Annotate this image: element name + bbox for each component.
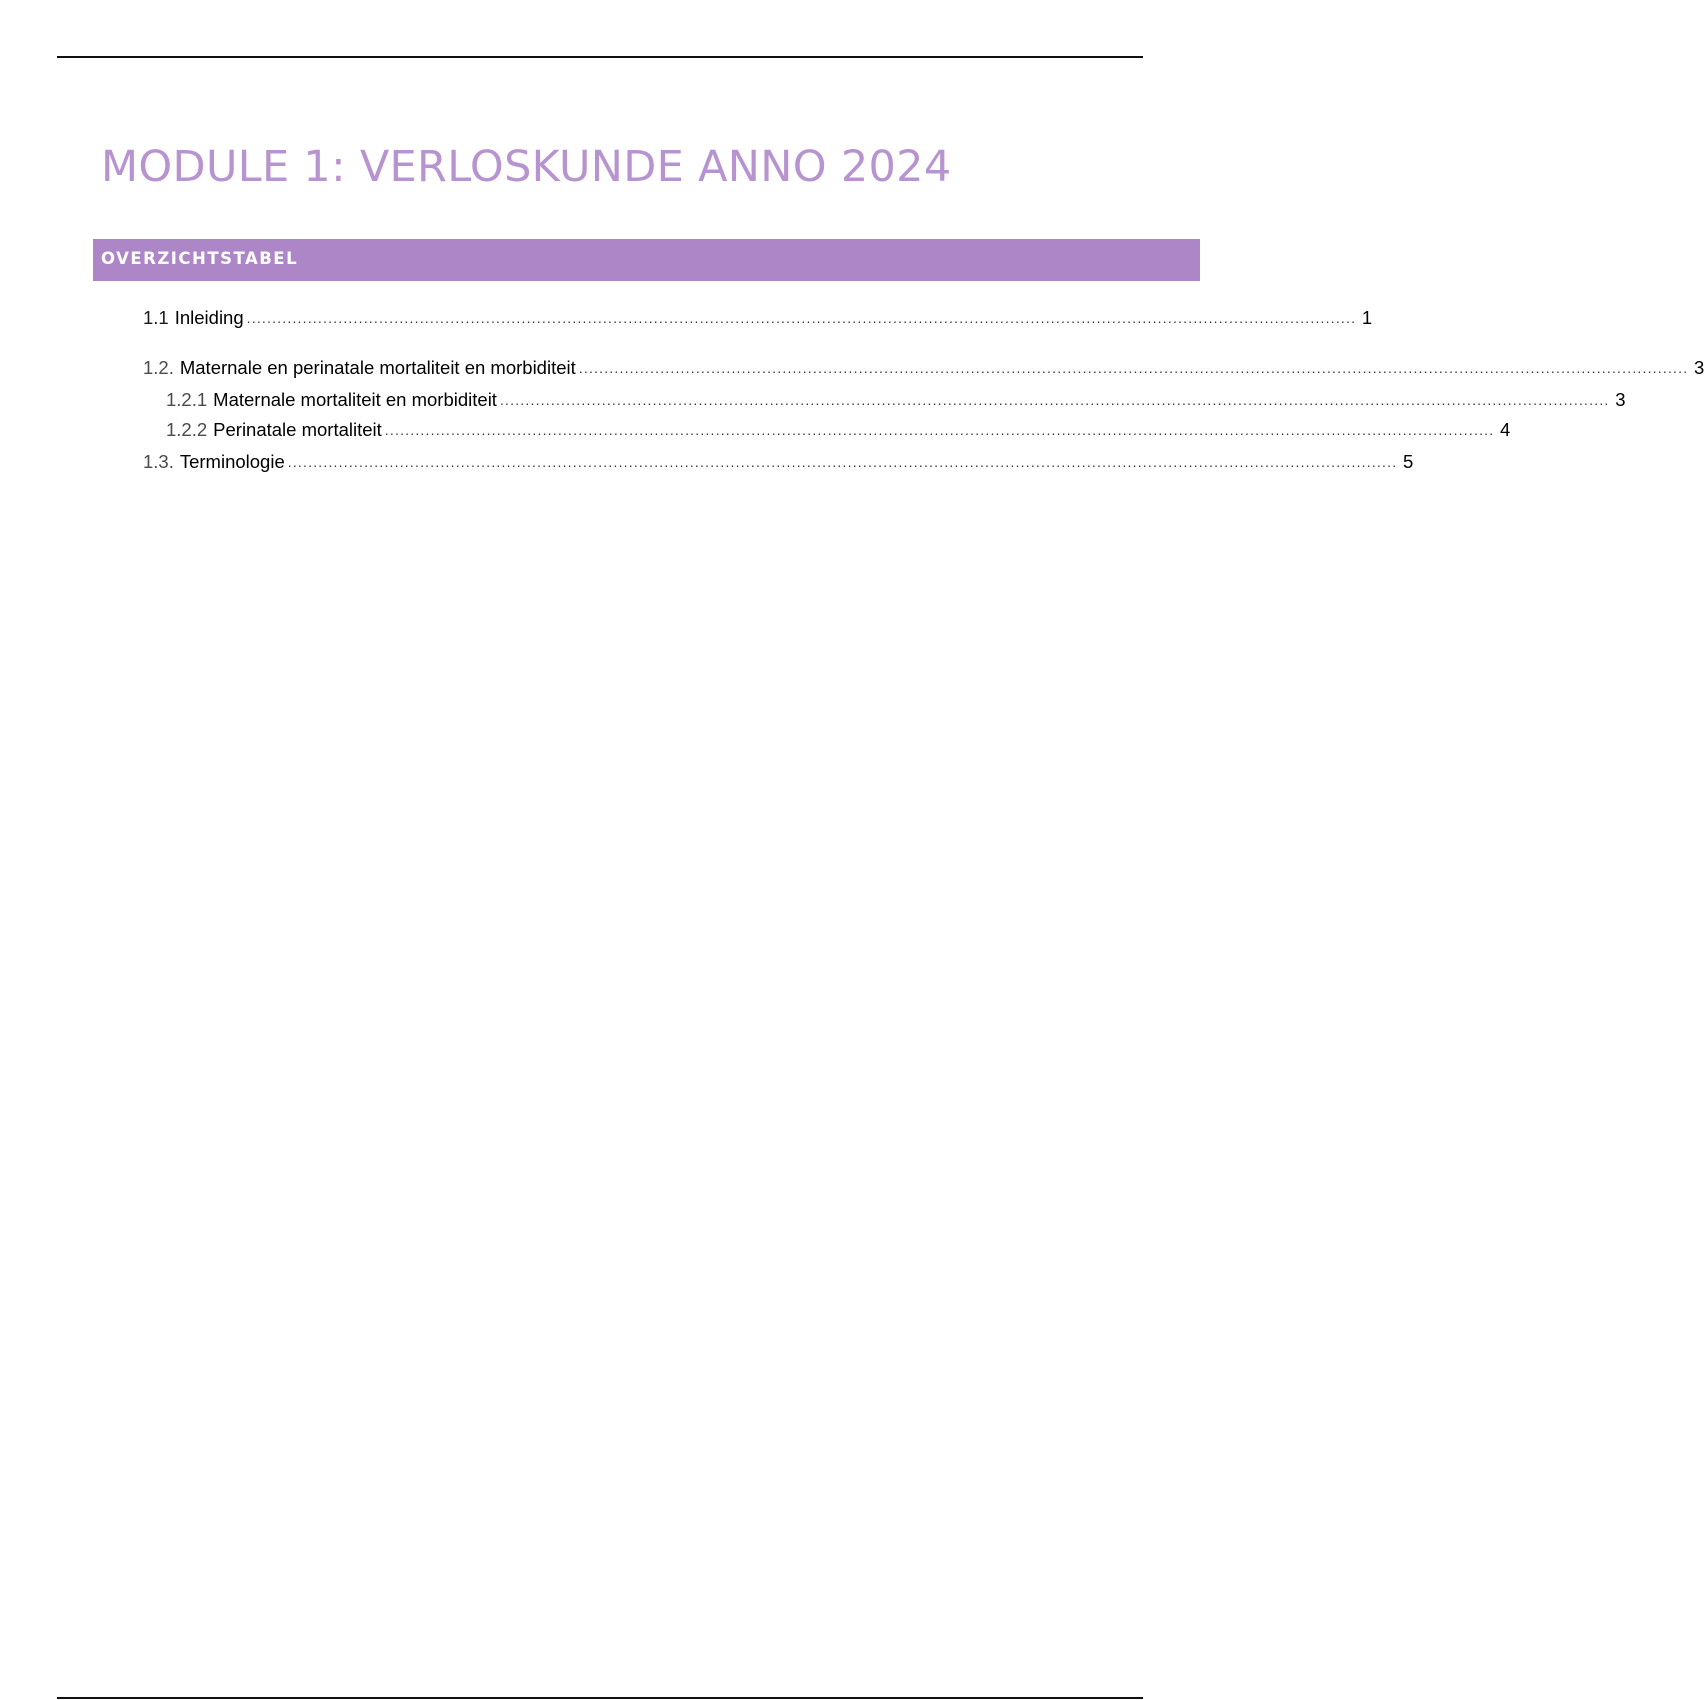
toc-entry-maternale-perinatale[interactable]: [143, 357, 1704, 381]
toc-entry-page: 1: [1361, 307, 1373, 328]
toc-entry-number: 1.3.: [143, 451, 174, 472]
toc-entry-page: 3: [1615, 389, 1626, 410]
section-heading-label: OVERZICHTSTABEL: [101, 249, 299, 268]
toc-leader-dots: ..........................................................................................................................................................................................................................: [384, 422, 1495, 438]
toc-entry-inleiding[interactable]: [143, 307, 1373, 331]
footer-rule: [57, 1697, 1143, 1699]
toc-entry-label: Perinatale mortaliteit: [213, 419, 382, 440]
toc-entry-terminologie[interactable]: [143, 451, 1414, 475]
document-title: MODULE 1: VERLOSKUNDE ANNO 2024: [101, 142, 952, 192]
toc-leader-dots: ..........................................................................................................................................................................................................................: [499, 392, 1610, 408]
toc-entry-maternale-mortaliteit[interactable]: [166, 389, 1626, 413]
toc-leader-dots: ..........................................................................................................................................................................................................................: [246, 310, 1357, 326]
toc-entry-label: Maternale mortaliteit en morbiditeit: [213, 389, 497, 410]
toc-entry-page: 4: [1500, 419, 1511, 440]
toc-leader-dots: ..........................................................................................................................................................................................................................: [287, 454, 1398, 470]
toc-entry-label: Maternale en perinatale mortaliteit en morbiditeit: [179, 357, 576, 378]
toc-entry-number: 1.2.: [143, 357, 174, 378]
toc-entry-label: Terminologie: [179, 451, 285, 472]
toc-entry-label: Inleiding: [174, 307, 244, 328]
toc-entry-number: 1.2.1: [166, 389, 208, 410]
table-of-contents: [0, 0, 1704, 520]
toc-entry-perinatale-mortaliteit[interactable]: [166, 419, 1511, 443]
toc-entry-number: 1.2.2: [166, 419, 208, 440]
toc-entry-page: 5: [1403, 451, 1414, 472]
toc-entry-page: 3: [1694, 357, 1704, 378]
toc-entry-number: 1.1: [143, 307, 169, 328]
toc-leader-dots: ..........................................................................................................................................................................................................................: [578, 360, 1689, 376]
